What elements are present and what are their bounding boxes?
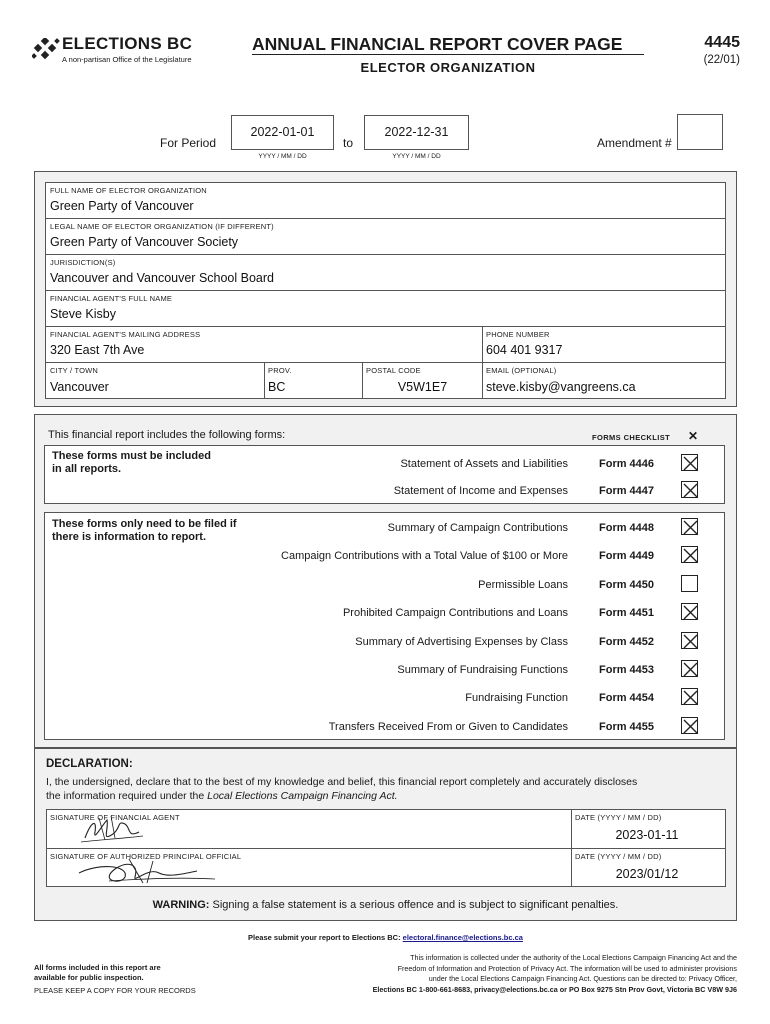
form-checkbox[interactable] [681,603,698,620]
postal-field[interactable] [363,363,482,399]
jurisdiction-field[interactable] [46,255,727,290]
agent-signature-label: SIGNATURE OF FINANCIAL AGENT [50,813,180,822]
agent-date-label: DATE (YYYY / MM / DD) [575,813,662,822]
title-underline [252,54,644,55]
form-number-label: Form 4454 [599,692,655,705]
agent-signature-image [77,814,147,846]
agent-date-value: 2023-01-11 [615,828,679,842]
optional-forms-box [44,512,725,740]
agent-name-field[interactable] [46,291,727,326]
legal-name-label: LEGAL NAME OF ELECTOR ORGANIZATION (IF DIFFERENT) [50,222,274,231]
privacy-line-1: This information is collected under the authority of the Local Elections Campaign Financing Act and the [410,953,737,962]
privacy-line-4: Elections BC 1-800-661-8683, privacy@elections.bc.ca or PO Box 9275 Stn Prov Govt, Victoria BC V8W 9J6 [372,984,737,994]
privacy-line-2: Freedom of Information and Protection of Privacy Act. The information will be used to administer provisions [397,963,737,973]
submit-prefix: Please submit your report to Elections BC: [248,933,401,942]
declaration-act-name: Local Elections Campaign Financing Act. [207,790,398,802]
page-title: ANNUAL FINANCIAL REPORT COVER PAGE [252,34,623,54]
form-checkbox[interactable] [681,518,698,535]
submit-line [34,933,737,942]
elections-bc-logo [32,34,222,68]
city-label: CITY / TOWN [50,366,99,375]
city-field[interactable] [46,363,264,399]
city-value: Vancouver [50,380,109,394]
official-signature-label: SIGNATURE OF AUTHORIZED PRINCIPAL OFFICIAL [50,852,242,861]
signature-box [46,809,726,887]
official-date-value: 2023/01/12 [615,867,679,881]
form-checkbox[interactable] [681,454,698,471]
full-name-label: FULL NAME OF ELECTOR ORGANIZATION [50,186,207,195]
period-label: For Period [160,136,217,150]
legal-name-value: Green Party of Vancouver Society [50,235,239,249]
form-name: Statement of Income and Expenses [393,485,568,497]
jurisdiction-label: JURISDICTION(S) [50,258,116,267]
phone-field[interactable] [483,327,727,362]
email-value: steve.kisby@vangreens.ca [486,380,636,394]
form-checkbox[interactable] [681,546,698,563]
full-name-field[interactable] [46,183,727,218]
public-note-1: All forms included in this report are [34,963,161,972]
period-end-field[interactable] [364,115,469,150]
declaration-text-2-main: the information required under the [46,790,205,802]
prov-value: BC [268,380,286,394]
form-name: Transfers Received From or Given to Candidates [328,720,568,733]
form-number-label: Form 4452 [599,635,655,648]
form-name: Summary of Advertising Expenses by Class [355,635,568,648]
form-name: Campaign Contributions with a Total Value of $100 or More [281,550,568,563]
public-note-2: available for public inspection. [34,973,144,982]
form-name: Prohibited Campaign Contributions and Loans [342,607,568,620]
warning-text: Signing a false statement is a serious offence and is subject to significant penalties. [212,899,619,911]
forms-intro: This financial report includes the following forms: [48,429,286,441]
form-name: Fundraising Function [465,692,568,705]
period-to-label: to [343,136,354,150]
form-number: 4445 [704,34,740,51]
address-label: FINANCIAL AGENT'S MAILING ADDRESS [50,330,201,339]
phone-value: 604 401 9317 [486,343,563,357]
privacy-notice [250,953,737,995]
address-value: 320 East 7th Ave [50,343,145,357]
address-field[interactable] [46,327,482,362]
jurisdiction-value: Vancouver and Vancouver School Board [50,271,274,285]
org-info-panel [34,171,737,407]
declaration-title: DECLARATION: [46,758,133,770]
form-checkbox[interactable] [681,688,698,705]
logo-text: ELECTIONS BC [62,34,193,53]
form-name: Summary of Campaign Contributions [387,522,568,534]
period-end-hint: YYYY / MM / DD [392,153,441,160]
agent-name-label: FINANCIAL AGENT'S FULL NAME [50,294,173,303]
agent-date-field[interactable] [572,810,725,848]
required-note: These forms must be included in all reports. [52,450,211,475]
form-number-label: Form 4449 [599,550,655,563]
form-checkbox[interactable] [681,660,698,677]
amendment-label: Amendment # [597,136,672,150]
form-name: Statement of Assets and Liabilities [400,458,568,470]
agent-name-value: Steve Kisby [50,307,117,321]
privacy-line-3: under the Local Elections Campaign Financing Act. Questions can be directed to: Privacy Officer, [428,974,737,983]
logo-mark-icon [32,38,60,62]
official-signature-field[interactable] [47,849,571,887]
declaration-text-1: I, the undersigned, declare that to the best of my knowledge and belief, this financial report completely and accurately discloses [46,776,638,788]
email-label: EMAIL (OPTIONAL) [486,366,557,375]
phone-label: PHONE NUMBER [486,330,550,339]
page-subtitle: ELECTOR ORGANIZATION [360,60,536,75]
form-checkbox[interactable] [681,481,698,498]
form-name: Permissible Loans [478,578,568,591]
form-number-label: Form 4455 [599,720,655,733]
optional-note: These forms only need to be filed if there is information to report. [52,518,237,543]
period-start-field[interactable] [231,115,334,150]
keep-copy-note: PLEASE KEEP A COPY FOR YOUR RECORDS [34,986,196,995]
forms-checklist-label: FORMS CHECKLIST [592,433,671,442]
form-number-label: Form 4450 [599,578,655,591]
form-name: Summary of Fundraising Functions [397,664,568,676]
postal-value: V5W1E7 [397,380,448,394]
official-date-label: DATE (YYYY / MM / DD) [575,852,662,861]
form-number-label: Form 4448 [599,522,655,534]
prov-label: PROV. [268,366,292,375]
full-name-value: Green Party of Vancouver [50,199,194,213]
submit-email-link[interactable]: electoral.finance@elections.bc.ca [402,933,523,942]
form-number-label: Form 4453 [599,664,655,676]
warning-line [34,899,737,911]
form-version: (22/01) [703,54,740,66]
form-number-label: Form 4451 [599,607,655,620]
form-checkbox[interactable] [681,717,698,734]
official-signature-image [69,855,219,887]
warning-label: WARNING: [152,899,210,911]
email-field[interactable] [483,363,727,399]
legal-name-field[interactable] [46,219,727,254]
period-end-value: 2022-12-31 [384,125,449,139]
amendment-field[interactable] [677,114,723,150]
org-info-box [45,182,726,399]
form-checkbox[interactable] [681,632,698,649]
form-number-label: Form 4447 [599,485,655,497]
prov-field[interactable] [265,363,362,399]
agent-signature-field[interactable] [47,810,571,848]
declaration-text-2 [46,790,398,802]
postal-label: POSTAL CODE [366,366,421,375]
form-checkbox[interactable] [681,575,698,592]
form-number-label: Form 4446 [599,458,655,470]
logo-tagline: A non-partisan Office of the Legislature [62,55,192,64]
checklist-x-icon: ✕ [688,429,699,443]
period-start-hint: YYYY / MM / DD [258,153,307,160]
period-start-value: 2022-01-01 [250,125,315,139]
official-date-field[interactable] [572,849,725,887]
